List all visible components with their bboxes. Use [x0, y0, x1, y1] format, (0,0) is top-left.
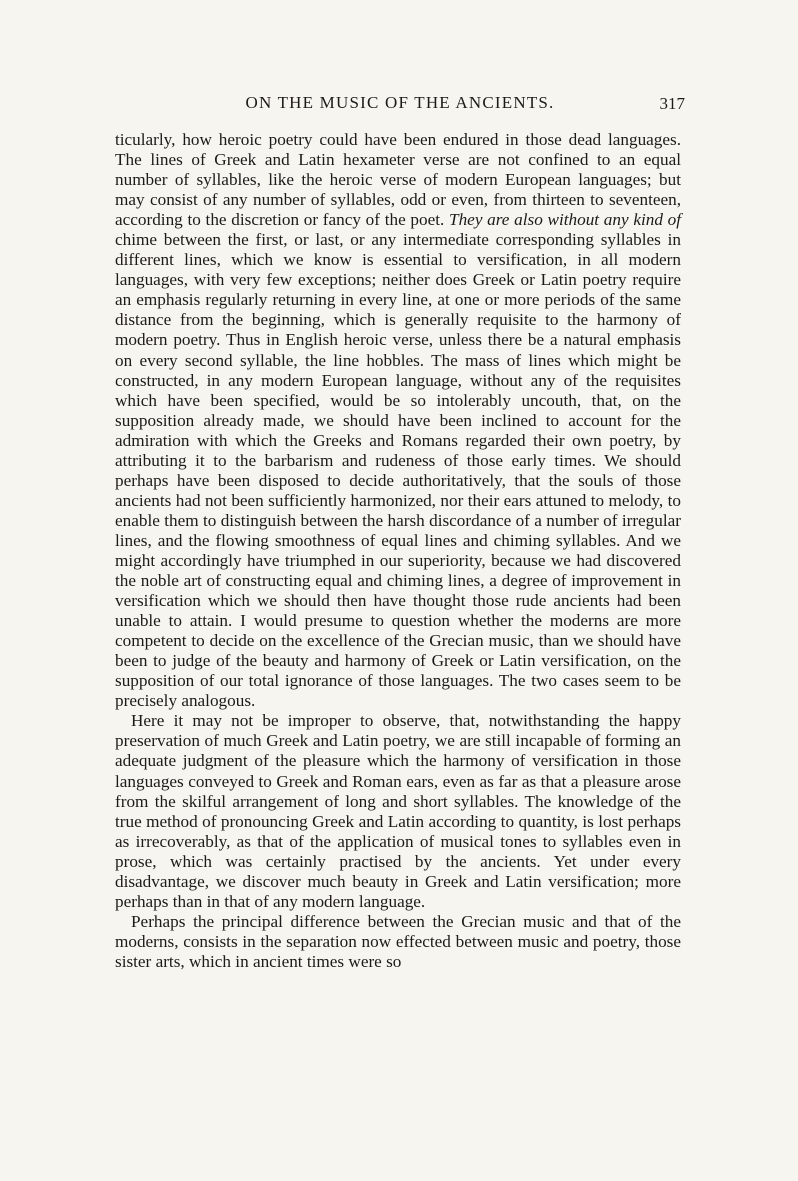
- paragraph-1-part-2: chime between the first, or last, or any intermediate corresponding syllables in different lines, which we know is essential to versification, in all modern languages, with very few exceptions; neither does Greek or Latin poetry require an emphasis regularly returning in every line, at one or more periods of the same distance from the beginning, which is generally requisite to the harmony of modern poetry. Thus in English heroic verse, unless there be a natural emphasis on every second syllable, the line hobbles. The mass of lines which might be constructed, in any modern European language, without any of the requisites which have been specified, would be so intolerably uncouth, that, on the supposition already made, we should have been inclined to account for the admiration with which the Greeks and Romans regarded their own poetry, by attributing it to the barbarism and rudeness of those early times. We should perhaps have been disposed to decide authoritatively, that the souls of those ancients had not been sufficiently harmonized, nor their ears attuned to melody, to enable them to distinguish between the harsh discordance of a number of irregular lines, and the flowing smoothness of equal lines and chiming syllables. And we might accordingly have triumphed in our superiority, because we had discovered the noble art of constructing equal and chiming lines, a degree of improvement in versification which we should then have thought those rude ancients had been unable to attain. I would presume to question whether the moderns are more competent to decide on the excellence of the Grecian music, than we should have been to judge of the beauty and harmony of Greek or Latin versification, on the supposition of our total ignorance of those languages. The two cases seem to be precisely analogous.: [115, 230, 681, 711]
- running-title: ON THE MUSIC OF THE ANCIENTS.: [245, 93, 555, 112]
- paragraph-2: Here it may not be improper to observe, that, notwithstanding the happy preservation of much Greek and Latin poetry, we are still incapable of forming an adequate judgment of the pleasure which the harmony of versification in those languages conveyed to Greek and Roman ears, even as far as that a pleasure arose from the skilful arrangement of long and short syllables. The knowledge of the true method of pronouncing Greek and Latin according to quantity, is lost perhaps as irrecoverably, as that of the application of musical tones to syllables even in prose, which was certainly practised by the ancients. Yet under every disadvantage, we discover much beauty in Greek and Latin versification; more perhaps than in that of any modern language.: [115, 711, 681, 911]
- paragraph-3: Perhaps the principal difference between the Grecian music and that of the moderns, consists in the separation now effected between music and poetry, those sister arts, which in ancient times were so: [115, 911, 681, 971]
- paragraph-1-italic: They are also without any kind of: [449, 210, 682, 230]
- paragraph-1: [115, 130, 681, 711]
- body-text: [115, 130, 681, 972]
- page-header: [115, 93, 685, 117]
- page-number: 317: [659, 94, 685, 113]
- paragraph-1-part-1: ticularly, how heroic poetry could have been endured in those dead languages. The lines of Greek and Latin hexameter verse are not confined to an equal number of syllables, like the heroic verse of modern European languages; but may consist of any number of syllables, odd or even, from thirteen to seventeen, according to the discretion or fancy of the poet.: [115, 130, 681, 230]
